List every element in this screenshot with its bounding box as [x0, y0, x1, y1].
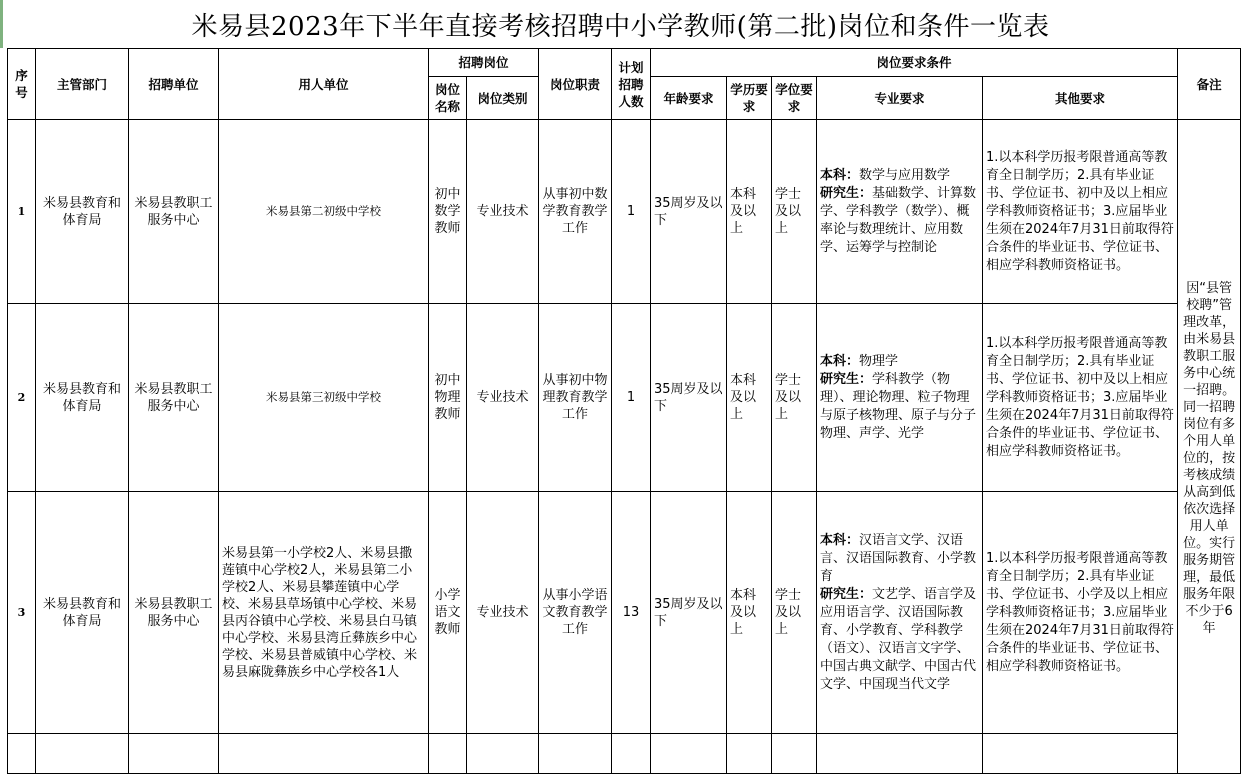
row-major [817, 492, 983, 734]
row-education: 本科及以上 [727, 304, 772, 492]
row-empty-cell [651, 734, 727, 774]
row-position-name: 初中数学教师 [429, 120, 467, 304]
row-other: 1.以本科学历报考限普通高等教育全日制学历；2.具有毕业证书、学位证书、初中及以上相应学科教师资格证书；3.应届毕业生须在2024年7月31日前取得符合条件的毕业证书、学位证书、相应学科教师资格证书。 [983, 120, 1178, 304]
row-degree: 学士及以上 [772, 492, 817, 734]
table-row [8, 492, 1241, 734]
remark-text: 因“县管校聘”管理改革，由米易县教职工服务中心统一招聘。同一招聘岗位有多个用人单位的，按考核成绩从高到低依次选择用人单位。实行服务期管理，最低服务年限不少于6年 [1183, 281, 1236, 636]
row-position-type: 专业技术 [467, 492, 539, 734]
row-age: 35周岁及以下 [651, 120, 727, 304]
major-undergrad: 物理学 [859, 353, 899, 369]
row-plan: 1 [612, 120, 651, 304]
header-position-type: 岗位类别 [467, 77, 539, 120]
row-position-type: 专业技术 [467, 120, 539, 304]
major-graduate-label: 研究生： [820, 586, 873, 602]
header-recruit-unit: 招聘单位 [129, 49, 219, 120]
major-graduate-label: 研究生： [820, 185, 873, 201]
header-position-group: 招聘岗位 [429, 49, 539, 77]
row-empty-cell [129, 734, 219, 774]
table-row [8, 304, 1241, 492]
row-employer: 米易县第一小学校2人、米易县撒莲镇中心学校2人，米易县第二小学校2人、米易县攀莲镇中心学校、米易县草场镇中心学校、米易县丙谷镇中心学校、米易县白马镇中心学校、米易县湾丘彝族乡中心学校、米易县普威镇中心学校、米易县麻陇彝族乡中心学校各1人 [219, 492, 429, 734]
row-dept: 米易县教育和体育局 [36, 120, 129, 304]
header-duty: 岗位职责 [539, 49, 612, 120]
table-row [8, 120, 1241, 304]
row-recruit-unit: 米易县教职工服务中心 [129, 492, 219, 734]
row-recruit-unit: 米易县教职工服务中心 [129, 304, 219, 492]
header-position-name: 岗位名称 [429, 77, 467, 120]
row-employer: 米易县第三初级中学校 [219, 304, 429, 492]
header-seq: 序号 [8, 49, 36, 120]
row-dept: 米易县教育和体育局 [36, 304, 129, 492]
header-other: 其他要求 [983, 77, 1178, 120]
row-education: 本科及以上 [727, 120, 772, 304]
table-row [8, 734, 1241, 774]
row-other: 1.以本科学历报考限普通高等教育全日制学历；2.具有毕业证书、学位证书、初中及以上相应学科教师资格证书；3.应届毕业生须在2024年7月31日前取得符合条件的毕业证书、学位证书、相应学科教师资格证书。 [983, 304, 1178, 492]
header-dept: 主管部门 [36, 49, 129, 120]
header-remark: 备注 [1178, 49, 1241, 120]
row-major [817, 120, 983, 304]
row-empty-cell [8, 734, 36, 774]
row-employer: 米易县第二初级中学校 [219, 120, 429, 304]
page-title: 米易县2023年下半年直接考核招聘中小学教师(第二批)岗位和条件一览表 [191, 12, 1050, 42]
header-age: 年龄要求 [651, 77, 727, 120]
row-age: 35周岁及以下 [651, 304, 727, 492]
row-duty: 从事初中数学教育教学工作 [539, 120, 612, 304]
major-undergrad-label: 本科： [820, 353, 860, 369]
row-degree: 学士及以上 [772, 120, 817, 304]
row-empty-cell [817, 734, 983, 774]
major-undergrad: 汉语言文学、汉语言、汉语国际教育、小学教育 [820, 532, 977, 584]
major-undergrad-label: 本科： [820, 167, 860, 183]
row-position-name: 小学语文教师 [429, 492, 467, 734]
row-plan: 1 [612, 304, 651, 492]
header-major: 专业要求 [817, 77, 983, 120]
header-requirements-group: 岗位要求条件 [651, 49, 1178, 77]
header-plan: 计划招聘人数 [612, 49, 651, 120]
row-position-type: 专业技术 [467, 304, 539, 492]
row-position-name: 初中物理教师 [429, 304, 467, 492]
header-education: 学历要求 [727, 77, 772, 120]
row-dept: 米易县教育和体育局 [36, 492, 129, 734]
major-graduate: 文艺学、语言学及应用语言学、汉语国际教育、小学教育、学科教学（语文）、汉语言文字学、中国古典文献学、中国古代文学、中国现当代文学 [820, 586, 977, 692]
row-age: 35周岁及以下 [651, 492, 727, 734]
major-graduate-label: 研究生： [820, 371, 873, 387]
row-empty-cell [219, 734, 429, 774]
positions-table [7, 48, 1241, 774]
major-undergrad-label: 本科： [820, 532, 860, 548]
major-graduate: 学科教学（物理）、理论物理、粒子物理与原子核物理、原子与分子物理、声学、光学 [820, 371, 977, 441]
row-other: 1.以本科学历报考限普通高等教育全日制学历；2.具有毕业证书、学位证书、小学及以上相应学科教师资格证书；3.应届毕业生须在2024年7月31日前取得符合条件的毕业证书、学位证书、相应学科教师资格证书。 [983, 492, 1178, 734]
row-remark [1178, 120, 1241, 774]
row-recruit-unit: 米易县教职工服务中心 [129, 120, 219, 304]
row-empty-cell [612, 734, 651, 774]
row-empty-cell [983, 734, 1178, 774]
major-graduate: 基础数学、计算数学、学科教学（数学）、概率论与数理统计、应用数学、运筹学与控制论 [820, 185, 977, 255]
major-undergrad: 数学与应用数学 [859, 167, 951, 183]
row-empty-cell [467, 734, 539, 774]
row-empty-cell [539, 734, 612, 774]
row-seq: 1 [8, 120, 36, 304]
row-plan: 13 [612, 492, 651, 734]
row-empty-cell [429, 734, 467, 774]
row-degree: 学士及以上 [772, 304, 817, 492]
row-duty: 从事初中物理教育教学工作 [539, 304, 612, 492]
row-major [817, 304, 983, 492]
row-duty: 从事小学语文教育教学工作 [539, 492, 612, 734]
row-seq: 3 [8, 492, 36, 734]
row-empty-cell [727, 734, 772, 774]
header-degree: 学位要求 [772, 77, 817, 120]
header-employer: 用人单位 [219, 49, 429, 120]
row-seq: 2 [8, 304, 36, 492]
row-empty-cell [36, 734, 129, 774]
header-row-1 [8, 49, 1241, 77]
row-empty-cell [772, 734, 817, 774]
row-education: 本科及以上 [727, 492, 772, 734]
